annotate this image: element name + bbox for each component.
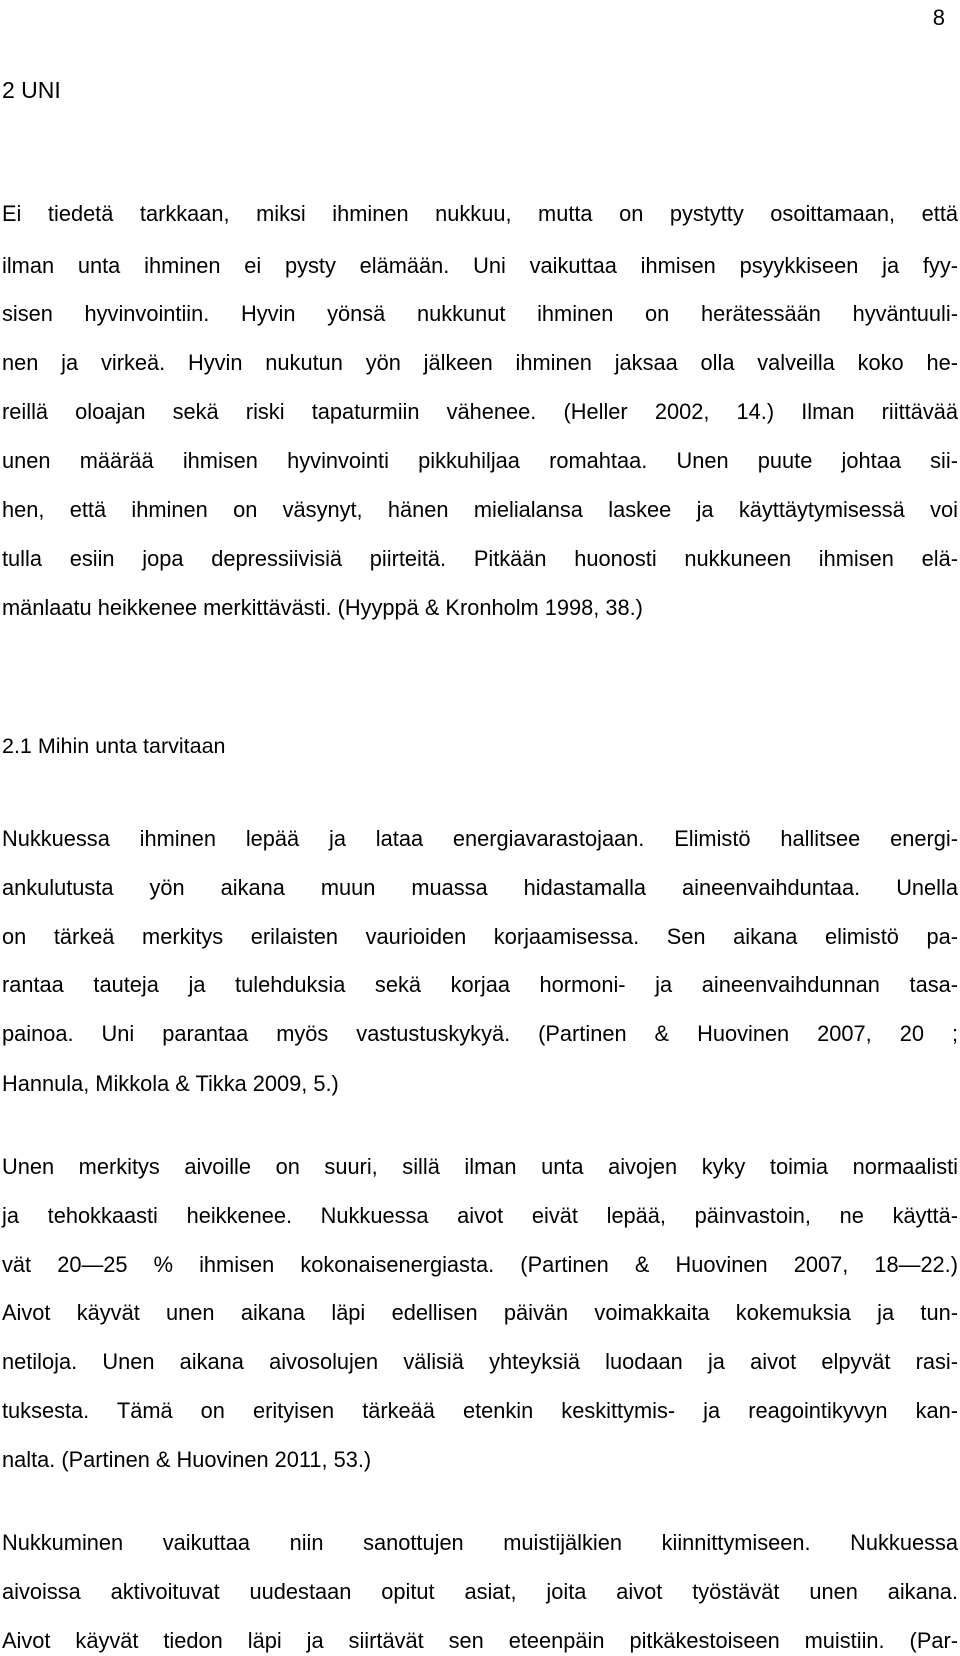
paragraph-line: tulla esiin jopa depressiivisiä piirteitä. Pitkään huonosti nukkuneen ihmisen elä- <box>2 546 958 571</box>
paragraph-line: netiloja. Unen aikana aivosolujen välisiä yhteyksiä luodaan ja aivot elpyvät rasi- <box>2 1349 958 1374</box>
paragraph-line: on tärkeä merkitys erilaisten vaurioiden korjaamisessa. Sen aikana elimistö pa- <box>2 924 958 949</box>
paragraph-line: unen määrää ihmisen hyvinvointi pikkuhiljaa romahtaa. Unen puute johtaa sii- <box>2 448 958 473</box>
paragraph-line: ankulutusta yön aikana muun muassa hidastamalla aineenvaihduntaa. Unella <box>2 875 958 900</box>
paragraph-line: Nukkuessa ihminen lepää ja lataa energiavarastojaan. Elimistö hallitsee energi- <box>2 826 958 851</box>
paragraph-line: painoa. Uni parantaa myös vastustuskykyä. (Partinen & Huovinen 2007, 20 ; <box>2 1021 958 1046</box>
paragraph-line: ja tehokkaasti heikkenee. Nukkuessa aivot eivät lepää, päinvastoin, ne käyttä- <box>2 1203 958 1228</box>
paragraph-line: rantaa tauteja ja tulehduksia sekä korjaa hormoni- ja aineenvaihdunnan tasa- <box>2 972 958 997</box>
paragraph-line: sisen hyvinvointiin. Hyvin yönsä nukkunut ihminen on herätessään hyväntuuli- <box>2 301 958 326</box>
paragraph-line: tuksesta. Tämä on erityisen tärkeää etenkin keskittymis- ja reagointikyvyn kan- <box>2 1398 958 1423</box>
paragraph-line: nalta. (Partinen & Huovinen 2011, 53.) <box>2 1447 372 1472</box>
paragraph-line: Aivot käyvät unen aikana läpi edellisen päivän voimakkaita kokemuksia ja tun- <box>2 1300 958 1325</box>
paragraph-line: nen ja virkeä. Hyvin nukutun yön jälkeen ihminen jaksaa olla valveilla koko he- <box>2 350 958 375</box>
paragraph-line: Aivot käyvät tiedon läpi ja siirtävät sen eteenpäin pitkäkestoiseen muistiin. (Par- <box>2 1628 958 1653</box>
paragraph-line: Hannula, Mikkola & Tikka 2009, 5.) <box>2 1071 339 1096</box>
section-heading: 2.1 Mihin unta tarvitaan <box>2 734 226 758</box>
paragraph-line: Ei tiedetä tarkkaan, miksi ihminen nukkuu, mutta on pystytty osoittamaan, että <box>2 201 958 226</box>
paragraph-line: ilman unta ihminen ei pysty elämään. Uni vaikuttaa ihmisen psyykkiseen ja fyy- <box>2 253 958 278</box>
paragraph-line: reillä oloajan sekä riski tapaturmiin vähenee. (Heller 2002, 14.) Ilman riittävää <box>2 399 958 424</box>
paragraph-line: Unen merkitys aivoille on suuri, sillä ilman unta aivojen kyky toimia normaalisti <box>2 1154 958 1179</box>
page-number: 8 <box>932 5 945 30</box>
chapter-heading: 2 UNI <box>2 77 61 103</box>
paragraph-line: aivoissa aktivoituvat uudestaan opitut asiat, joita aivot työstävät unen aikana. <box>2 1579 958 1604</box>
paragraph-line: hen, että ihminen on väsynyt, hänen mielialansa laskee ja käyttäytymisessä voi <box>2 497 958 522</box>
paragraph-line: Nukkuminen vaikuttaa niin sanottujen muistijälkien kiinnittymiseen. Nukkuessa <box>2 1530 958 1555</box>
paragraph-line: mänlaatu heikkenee merkittävästi. (Hyyppä & Kronholm 1998, 38.) <box>2 595 643 620</box>
paragraph-line: vät 20—25 % ihmisen kokonaisenergiasta. (Partinen & Huovinen 2007, 18—22.) <box>2 1252 958 1277</box>
